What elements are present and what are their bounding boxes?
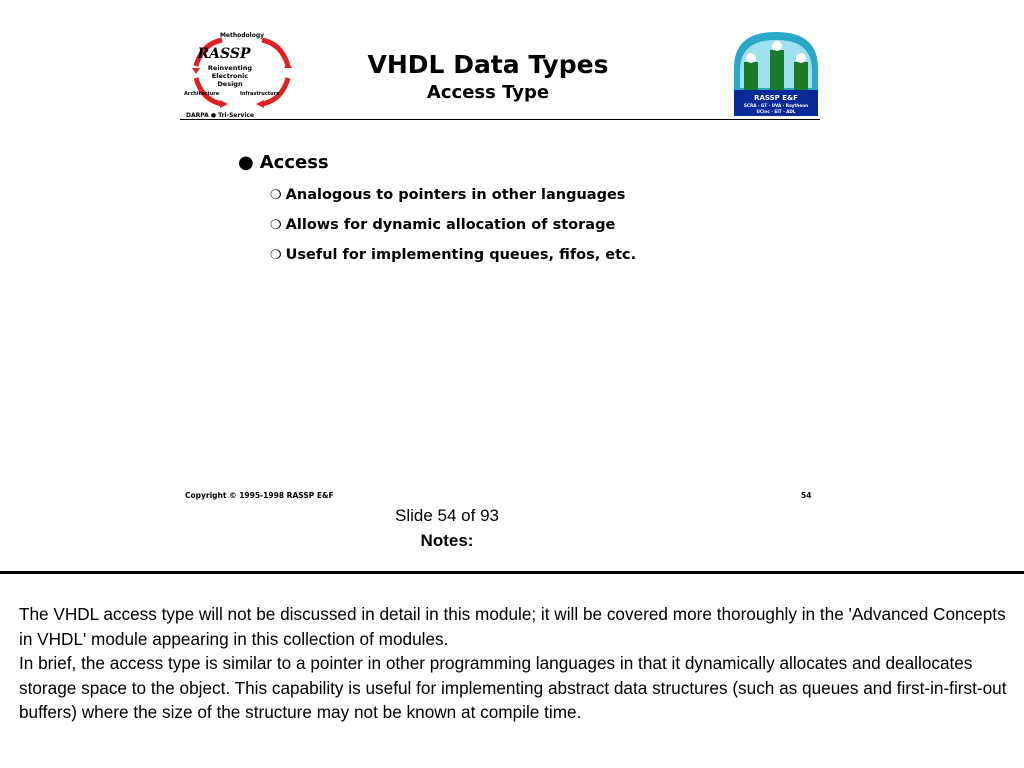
ef-logo-line1: RASSP E&F — [754, 94, 798, 102]
sub-bullet — [270, 187, 636, 203]
logo-line3: Design — [217, 80, 243, 88]
sub-bullet-icon: ❍ — [270, 247, 282, 263]
notes-paragraph: In brief, the access type is similar to a pointer in other programming languages in that it dynamically allocates and deallocates storage space to the object. This capability is useful for implementing abstract data structures (such as queues and first-in-first-out buffers) where the size of the structure may not be known at compile time. — [19, 653, 1007, 722]
sub-bullet-icon: ❍ — [270, 187, 282, 203]
title-divider — [180, 119, 820, 120]
sub-bullet-text: Useful for implementing queues, fifos, etc. — [285, 247, 637, 263]
bullet-label: Access — [259, 152, 329, 173]
bullet-access — [238, 152, 636, 173]
sub-bullet-text: Analogous to pointers in other languages — [285, 187, 626, 203]
slide-page-number: 54 — [801, 491, 812, 500]
notes-divider — [0, 571, 1024, 574]
sub-bullet-text: Allows for dynamic allocation of storage — [285, 217, 616, 233]
slide-counter: Slide 54 of 93 — [395, 506, 499, 525]
logo-line1: Reinventing — [207, 64, 253, 72]
sub-bullet — [270, 247, 636, 263]
bullet-list — [238, 152, 636, 263]
logo-brand: RASSP — [197, 46, 251, 62]
notes-body — [19, 602, 1009, 725]
rassp-ef-logo — [730, 28, 822, 116]
slide-subtitle: Access Type — [426, 82, 550, 103]
logo-right-label: Infrastructure — [240, 91, 280, 97]
notes-label: Notes: — [420, 531, 474, 550]
logo-bottom-text: DARPA ● Tri-Service — [186, 112, 255, 118]
sub-bullet-icon: ❍ — [270, 217, 282, 233]
logo-line2: Electronic — [211, 72, 249, 80]
ef-logo-line3: UCinc · EIT · ADL — [756, 109, 796, 114]
slide-title: VHDL Data Types — [367, 50, 609, 79]
bullet-dot-icon: ● — [238, 152, 254, 173]
ef-logo-line2: SCRA · GT · UVA · Raytheon — [743, 103, 809, 108]
copyright-text: Copyright © 1995-1998 RASSP E&F — [185, 491, 334, 500]
logo-left-label: Architecture — [184, 91, 220, 97]
sub-bullet — [270, 217, 636, 233]
notes-paragraph: The VHDL access type will not be discussed in detail in this module; it will be covered more thoroughly in the 'Advanced Concepts in VHDL' module appearing in this collection of modules. — [19, 604, 1006, 649]
logo-top-text: Methodology — [219, 32, 265, 39]
slide-image — [178, 20, 823, 510]
